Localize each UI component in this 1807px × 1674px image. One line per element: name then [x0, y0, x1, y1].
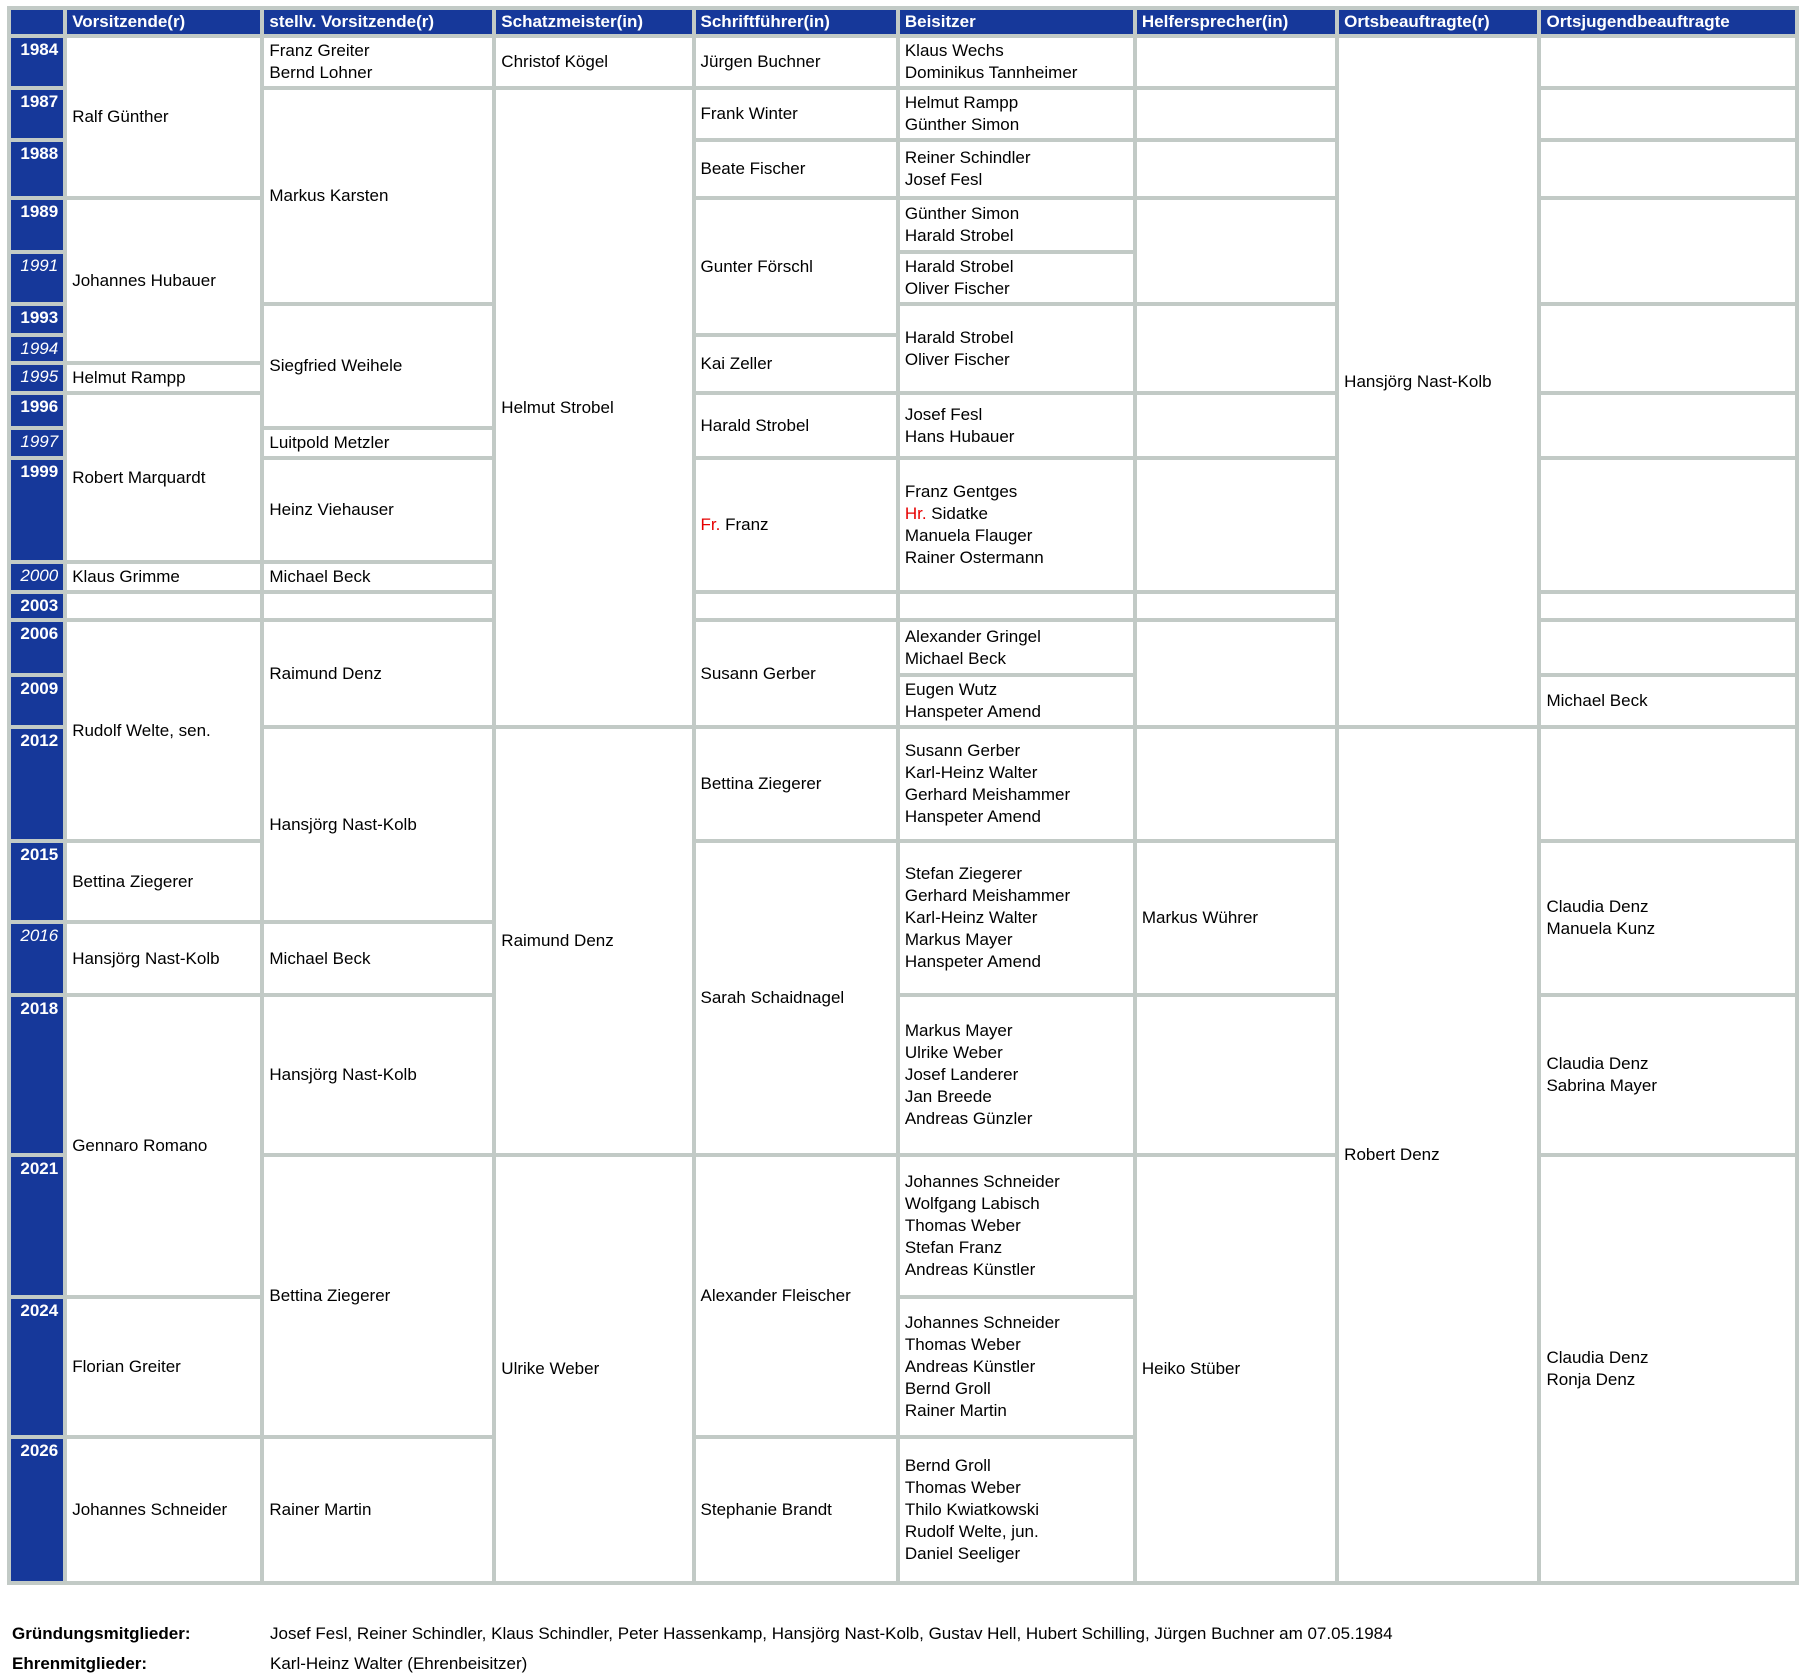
board-history-table: [7, 6, 1799, 1585]
cell-helfersprecher-2006: [1135, 620, 1337, 727]
cell-line: Sarah Schaidnagel: [700, 988, 845, 1007]
cell-beisitzer-1996: [898, 393, 1135, 458]
cell-stellv-vorsitzender-2018: [262, 995, 494, 1155]
cell-line: Rainer Ostermann: [904, 548, 1044, 567]
year-cell-1994: 1994: [9, 335, 65, 363]
cell-helfersprecher-1984: [1135, 36, 1337, 88]
cell-beisitzer-2012: [898, 727, 1135, 841]
cell-line: Michael Beck: [269, 948, 371, 968]
year-cell-1988: 1988: [9, 140, 65, 198]
cell-line: Gennaro Romano: [72, 1136, 208, 1155]
cell-line: Michael Beck: [904, 648, 1006, 668]
cell-schatzmeister-1984: [494, 36, 693, 88]
cell-line: Florian Greiter: [72, 1357, 181, 1376]
cell-helfersprecher-2015: [1135, 841, 1337, 995]
cell-schriftfuehrer-1996: [694, 393, 898, 458]
cell-stellv-vorsitzender-2016: [262, 922, 494, 995]
cell-line: Heinz Viehauser: [269, 500, 394, 519]
year-cell-2012: 2012: [9, 727, 65, 841]
year-cell-2015: 2015: [9, 841, 65, 922]
cell-line: Stefan Franz: [904, 1238, 1003, 1257]
cell-ortsjugendbeauftragte-2006: [1539, 620, 1797, 675]
cell-ortsbeauftragter-1984: [1337, 36, 1539, 727]
founders-section: [7, 1623, 1807, 1674]
year-cell-1997: 1997: [9, 428, 65, 458]
cell-stellv-vorsitzender-2000: [262, 562, 494, 592]
cell-ortsjugendbeauftragte-1987: [1539, 88, 1797, 140]
cell-schriftfuehrer-1984: [694, 36, 898, 88]
cell-line: Jürgen Buchner: [700, 52, 821, 71]
cell-line: Klaus Grimme: [72, 567, 180, 586]
cell-line: Bernd Groll: [904, 1456, 991, 1475]
cell-helfersprecher-2021: [1135, 1155, 1337, 1583]
cell-line: Raimund Denz: [269, 663, 382, 683]
cell-ortsbeauftragter-2012: [1337, 727, 1539, 1583]
cell-stellv-vorsitzender-1984: [262, 36, 494, 88]
cell-line: Daniel Seeliger: [904, 1544, 1021, 1563]
cell-helfersprecher-1999: [1135, 458, 1337, 592]
cell-line: Hanspeter Amend: [904, 952, 1041, 971]
cell-stellv-vorsitzender-1999: [262, 458, 494, 562]
cell-beisitzer-2024: [898, 1297, 1135, 1437]
cell-line: Josef Landerer: [904, 1065, 1019, 1084]
cell-line: Johannes Schneider: [904, 1172, 1060, 1191]
cell-ortsjugendbeauftragte-1999: [1539, 458, 1797, 592]
cell-line: Robert Marquardt: [72, 467, 206, 487]
year-cell-2003: 2003: [9, 592, 65, 620]
year-cell-1991: 1991: [9, 252, 65, 304]
cell-line: Manuela Kunz: [1546, 919, 1656, 938]
year-cell-2006: 2006: [9, 620, 65, 675]
table-row-1984: [9, 36, 1797, 88]
cell-line: Robert Denz: [1344, 1145, 1440, 1164]
cell-line: Helmut Rampp: [904, 93, 1019, 112]
cell-vorsitzender-2000: [65, 562, 262, 592]
cell-schriftfuehrer-1989: [694, 198, 898, 335]
year-cell-1996: 1996: [9, 393, 65, 428]
cell-schriftfuehrer-2026: [694, 1437, 898, 1583]
year-cell-1999: 1999: [9, 458, 65, 562]
col-header-schriftfuehrer: Schriftführer(in): [694, 8, 898, 36]
cell-ortsjugendbeauftragte-1988: [1539, 140, 1797, 198]
cell-line: Dominikus Tannheimer: [904, 63, 1078, 82]
cell-line: Ulrike Weber: [904, 1043, 1003, 1062]
cell-line: Markus Karsten: [269, 186, 389, 205]
cell-ortsjugendbeauftragte-2003: [1539, 592, 1797, 620]
red-salutation-text: Fr.: [700, 515, 721, 534]
year-cell-2018: 2018: [9, 995, 65, 1155]
cell-line: Gerhard Meishammer: [904, 785, 1071, 804]
year-cell-2026: 2026: [9, 1437, 65, 1583]
year-cell-1993: 1993: [9, 304, 65, 335]
cell-line: Thomas Weber: [904, 1478, 1021, 1497]
year-cell-2009: 2009: [9, 675, 65, 727]
cell-stellv-vorsitzender-2021: [262, 1155, 494, 1437]
cell-helfersprecher-2012: [1135, 727, 1337, 841]
cell-line: Wolfgang Labisch: [904, 1194, 1040, 1213]
cell-schriftfuehrer-1994: [694, 335, 898, 393]
year-cell-2016: 2016: [9, 922, 65, 995]
honorary-label: Ehrenmitglieder:: [12, 1654, 148, 1673]
cell-ortsjugendbeauftragte-2018: [1539, 995, 1797, 1155]
col-header-stellv-vorsitzender: stellv. Vorsitzende(r): [262, 8, 494, 36]
cell-vorsitzender-2026: [65, 1437, 262, 1583]
cell-line: Fr. Franz: [700, 515, 769, 534]
cell-beisitzer-2018: [898, 995, 1135, 1155]
cell-line: Susann Gerber: [904, 741, 1021, 760]
cell-schriftfuehrer-1987: [694, 88, 898, 140]
cell-line: Hansjörg Nast-Kolb: [269, 1065, 417, 1084]
year-cell-2021: 2021: [9, 1155, 65, 1297]
cell-line: Johannes Hubauer: [72, 270, 216, 290]
cell-schriftfuehrer-2021: [694, 1155, 898, 1437]
col-header-schatzmeister: Schatzmeister(in): [494, 8, 693, 36]
cell-line: Hanspeter Amend: [904, 702, 1041, 721]
cell-line: Oliver Fischer: [904, 349, 1010, 369]
cell-line: Franz Greiter: [269, 41, 370, 60]
cell-line: Josef Fesl: [904, 404, 983, 424]
cell-line: Thomas Weber: [904, 1335, 1021, 1354]
cell-schriftfuehrer-1988: [694, 140, 898, 198]
cell-vorsitzender-2006: [65, 620, 262, 841]
corner-cell: [9, 8, 65, 36]
cell-schatzmeister-1987: [494, 88, 693, 727]
cell-schriftfuehrer-1999: [694, 458, 898, 592]
cell-line: Jan Breede: [904, 1087, 992, 1106]
cell-line: Sabrina Mayer: [1546, 1076, 1658, 1095]
col-header-helfersprecher: Helfersprecher(in): [1135, 8, 1337, 36]
cell-line: Hanspeter Amend: [904, 807, 1041, 826]
cell-line: Hans Hubauer: [904, 426, 1015, 446]
col-header-ortsjugendbeauftragte: Ortsjugendbeauftragte: [1539, 8, 1797, 36]
cell-line: Claudia Denz: [1546, 897, 1649, 916]
year-cell-2000: 2000: [9, 562, 65, 592]
cell-vorsitzender-2003: [65, 592, 262, 620]
cell-vorsitzender-2015: [65, 841, 262, 922]
col-header-beisitzer: Beisitzer: [898, 8, 1135, 36]
cell-line: Hansjörg Nast-Kolb: [269, 814, 417, 834]
cell-line: Claudia Denz: [1546, 1348, 1649, 1367]
cell-line: Karl-Heinz Walter: [904, 908, 1038, 927]
cell-line: Hr. Sidatke: [904, 504, 989, 523]
year-cell-2024: 2024: [9, 1297, 65, 1437]
cell-stellv-vorsitzender-2003: [262, 592, 494, 620]
cell-line: Markus Mayer: [904, 1021, 1013, 1040]
cell-schriftfuehrer-2015: [694, 841, 898, 1155]
cell-helfersprecher-1993: [1135, 304, 1337, 393]
cell-line: Rudolf Welte, sen.: [72, 720, 211, 740]
cell-vorsitzender-1984: [65, 36, 262, 198]
cell-line: Bernd Groll: [904, 1379, 991, 1398]
col-header-ortsbeauftragter: Ortsbeauftragte(r): [1337, 8, 1539, 36]
cell-beisitzer-1984: [898, 36, 1135, 88]
cell-line: Thomas Weber: [904, 1216, 1021, 1235]
cell-line: Oliver Fischer: [904, 279, 1010, 298]
cell-line: Günther Simon: [904, 115, 1020, 134]
cell-line: Harald Strobel: [700, 415, 810, 435]
founders-row: [12, 1623, 1807, 1644]
cell-line: Kai Zeller: [700, 354, 773, 373]
cell-line: Eugen Wutz: [904, 680, 998, 699]
cell-line: Alexander Fleischer: [700, 1286, 851, 1305]
cell-ortsjugendbeauftragte-1996: [1539, 393, 1797, 458]
cell-line: Bettina Ziegerer: [72, 871, 194, 891]
cell-schatzmeister-2012: [494, 727, 693, 1155]
founders-text: Josef Fesl, Reiner Schindler, Klaus Schindler, Peter Hassenkamp, Hansjörg Nast-Kolb, Gustav Hell, Hubert Schilling, Jürgen Buchner am 07.05.1984: [270, 1624, 1393, 1643]
cell-beisitzer-2015: [898, 841, 1135, 995]
cell-line: Ralf Günther: [72, 107, 169, 126]
cell-vorsitzender-1989: [65, 198, 262, 363]
cell-stellv-vorsitzender-1987: [262, 88, 494, 304]
cell-beisitzer-1999: [898, 458, 1135, 592]
cell-line: Bernd Lohner: [269, 63, 373, 82]
cell-stellv-vorsitzender-1993: [262, 304, 494, 428]
cell-line: Christof Kögel: [501, 52, 609, 71]
cell-vorsitzender-1996: [65, 393, 262, 562]
cell-beisitzer-1991: [898, 252, 1135, 304]
cell-line: Günther Simon: [904, 204, 1020, 223]
cell-beisitzer-1988: [898, 140, 1135, 198]
cell-line: Ulrike Weber: [501, 1359, 600, 1378]
cell-line: Reiner Schindler: [904, 148, 1031, 167]
cell-line: Heiko Stüber: [1141, 1359, 1241, 1378]
cell-ortsjugendbeauftragte-2009: [1539, 675, 1797, 727]
cell-line: Frank Winter: [700, 104, 798, 123]
cell-line: Andreas Künstler: [904, 1357, 1036, 1376]
cell-schriftfuehrer-2012: [694, 727, 898, 841]
cell-beisitzer-2009: [898, 675, 1135, 727]
cell-vorsitzender-1995: [65, 363, 262, 393]
cell-line: Stefan Ziegerer: [904, 864, 1023, 883]
honorary-row: [12, 1653, 1807, 1674]
cell-line: Manuela Flauger: [904, 526, 1033, 545]
cell-vorsitzender-2016: [65, 922, 262, 995]
cell-helfersprecher-2003: [1135, 592, 1337, 620]
cell-line: Rainer Martin: [269, 1500, 372, 1519]
cell-schriftfuehrer-2003: [694, 592, 898, 620]
cell-ortsjugendbeauftragte-1989: [1539, 198, 1797, 304]
cell-line: Andreas Künstler: [904, 1260, 1036, 1279]
cell-line: Beate Fischer: [700, 159, 806, 178]
cell-stellv-vorsitzender-1997: [262, 428, 494, 458]
cell-beisitzer-2026: [898, 1437, 1135, 1583]
cell-line: Helmut Strobel: [501, 397, 614, 417]
cell-line: Thilo Kwiatkowski: [904, 1500, 1039, 1519]
cell-helfersprecher-1988: [1135, 140, 1337, 198]
cell-line: Raimund Denz: [501, 931, 614, 950]
cell-line: Markus Wührer: [1141, 908, 1259, 927]
cell-line: Alexander Gringel: [904, 626, 1041, 646]
cell-line: Rudolf Welte, jun.: [904, 1522, 1039, 1541]
cell-line: Hansjörg Nast-Kolb: [1344, 371, 1492, 391]
cell-helfersprecher-1996: [1135, 393, 1337, 458]
year-cell-1995: 1995: [9, 363, 65, 393]
red-salutation-text: Hr.: [904, 504, 927, 523]
cell-beisitzer-2021: [898, 1155, 1135, 1297]
cell-line: Johannes Schneider: [72, 1500, 228, 1519]
cell-stellv-vorsitzender-2026: [262, 1437, 494, 1583]
cell-beisitzer-2003: [898, 592, 1135, 620]
year-cell-1984: 1984: [9, 36, 65, 88]
cell-line: Franz Gentges: [904, 482, 1018, 501]
cell-line: Luitpold Metzler: [269, 433, 390, 452]
cell-line: Bettina Ziegerer: [269, 1286, 391, 1305]
cell-line: Helmut Rampp: [72, 368, 186, 387]
cell-helfersprecher-2018: [1135, 995, 1337, 1155]
cell-line: Michael Beck: [1546, 691, 1648, 710]
cell-line: Stephanie Brandt: [700, 1500, 832, 1519]
cell-line: Gunter Förschl: [700, 256, 813, 276]
cell-ortsjugendbeauftragte-1984: [1539, 36, 1797, 88]
cell-line: Rainer Martin: [904, 1401, 1007, 1420]
cell-ortsjugendbeauftragte-1993: [1539, 304, 1797, 393]
cell-beisitzer-2006: [898, 620, 1135, 675]
cell-beisitzer-1989: [898, 198, 1135, 252]
cell-line: Siegfried Weihele: [269, 356, 403, 375]
founders-label: Gründungsmitglieder:: [12, 1624, 191, 1643]
cell-line: Claudia Denz: [1546, 1054, 1649, 1073]
cell-line: Josef Fesl: [904, 170, 983, 189]
cell-line: Harald Strobel: [904, 257, 1014, 276]
cell-ortsjugendbeauftragte-2012: [1539, 727, 1797, 841]
cell-helfersprecher-1987: [1135, 88, 1337, 140]
cell-line: Markus Mayer: [904, 930, 1013, 949]
cell-line: Susann Gerber: [700, 663, 816, 683]
cell-beisitzer-1993: [898, 304, 1135, 393]
cell-vorsitzender-2024: [65, 1297, 262, 1437]
cell-stellv-vorsitzender-2012: [262, 727, 494, 922]
cell-line: Hansjörg Nast-Kolb: [72, 948, 220, 968]
cell-ortsjugendbeauftragte-2021: [1539, 1155, 1797, 1583]
table-row-2012: [9, 727, 1797, 841]
cell-line: Klaus Wechs: [904, 41, 1004, 60]
cell-line: Johannes Schneider: [904, 1313, 1060, 1332]
cell-line: Karl-Heinz Walter: [904, 763, 1038, 782]
header-row: [9, 8, 1797, 36]
cell-schatzmeister-2021: [494, 1155, 693, 1583]
cell-ortsjugendbeauftragte-2015: [1539, 841, 1797, 995]
cell-helfersprecher-1989: [1135, 198, 1337, 304]
cell-line: Bettina Ziegerer: [700, 774, 822, 793]
cell-line: Harald Strobel: [904, 226, 1014, 245]
cell-vorsitzender-2018: [65, 995, 262, 1297]
cell-line: Harald Strobel: [904, 327, 1014, 347]
cell-beisitzer-1987: [898, 88, 1135, 140]
cell-line: Andreas Günzler: [904, 1109, 1033, 1128]
cell-schriftfuehrer-2006: [694, 620, 898, 727]
col-header-vorsitzender: Vorsitzende(r): [65, 8, 262, 36]
year-cell-1987: 1987: [9, 88, 65, 140]
cell-line: Michael Beck: [269, 567, 371, 586]
cell-line: Ronja Denz: [1546, 1370, 1636, 1389]
honorary-text: Karl-Heinz Walter (Ehrenbeisitzer): [270, 1654, 528, 1673]
cell-line: Gerhard Meishammer: [904, 886, 1071, 905]
year-cell-1989: 1989: [9, 198, 65, 252]
cell-stellv-vorsitzender-2006: [262, 620, 494, 727]
